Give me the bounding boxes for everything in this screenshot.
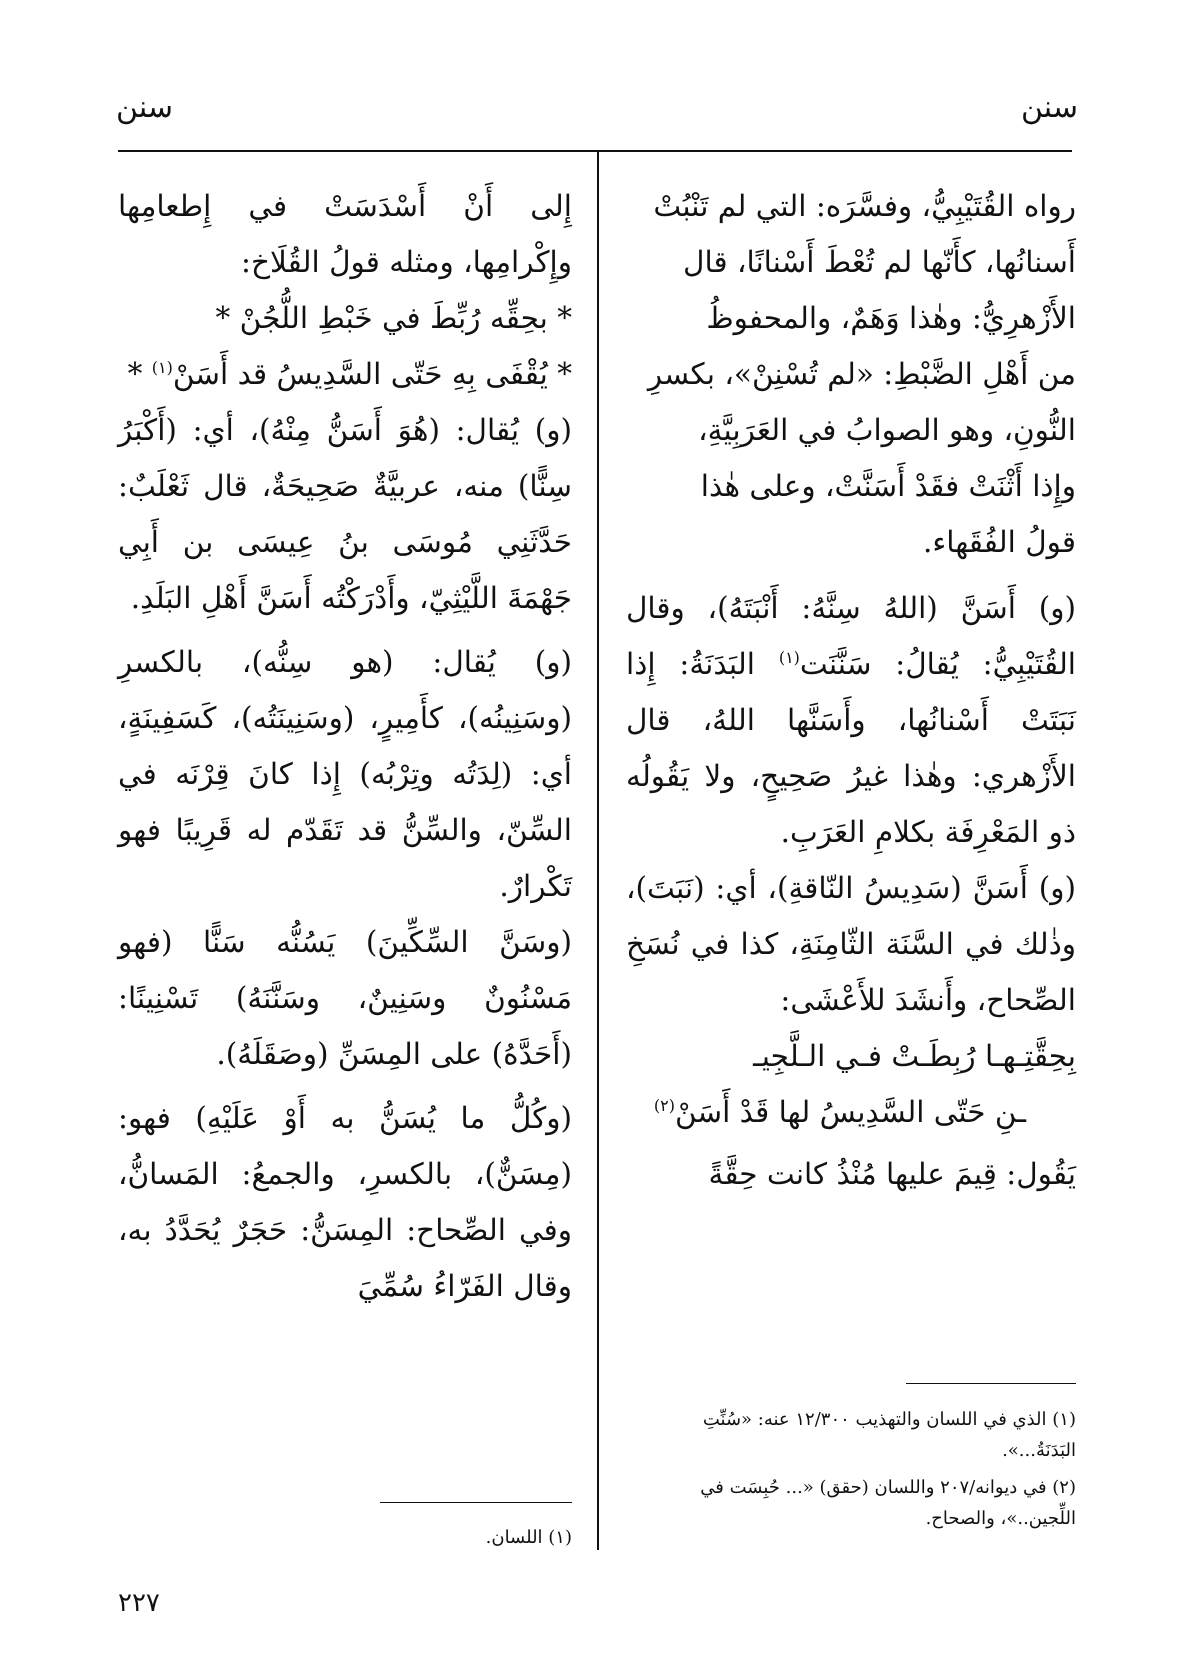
left-para-2: (و) يُقال: (هُوَ أَسَنُّ مِنْهُ)، أي: (أَكْبَرُ سِنًّا) منه، عربيَّةٌ صَحِيحَةٌ، قال ثَعْلَبٌ: حَدَّثَنِي مُوسَى بنُ عِيسَى بن أَبِي جَهْمَةَ اللَّيْثِيّ، وأَدْرَكْتُه أَسَنَّ أَهْلِ البَلَدِ.	[118, 413, 572, 615]
left-column	[118, 178, 572, 1314]
right-column	[626, 178, 1076, 1202]
footnote-rule-left	[380, 1502, 572, 1503]
right-para-1-line: رواه القُتَيْبِيُّ، وفسَّرَه: التي لم تَنْبُتْ	[653, 189, 1076, 223]
left-verse-2	[118, 346, 572, 402]
right-para-1-line: أَسنانُها، كأَنّها لم تُعْطَ أَسْنانًا، قال	[683, 245, 1076, 279]
footnote-ref-left-1: (١)	[151, 358, 173, 378]
left-verse-2-start: * يُقْفَى بِهِ حَتّى السَّدِيسُ قد أَسَنْ	[172, 357, 572, 391]
footnote-item: (١) الذي في اللسان والتهذيب ١٢/٣٠٠ عنه: «سُنِّتِ البَدَنَةُ...».	[702, 1409, 1076, 1461]
footnotes-left	[118, 1522, 572, 1559]
left-verse-2-end: *	[127, 357, 152, 391]
right-verse-1: بِحِقَّتِـهـا رُبِطَـتْ فـي الـلَّجِيـ	[753, 1039, 1076, 1073]
right-verse-2	[626, 1084, 1076, 1140]
right-para-2-end: البَدَنَةُ: إِذا نَبَتَتْ أَسْنانُها، وأَسَنَّها اللهُ، قال الأَزْهري: وهٰذا غيرُ صَحِيحٍ، ولا يَقُولُه ذو المَعْرِفَة بكلامِ العَرَبِ.	[626, 647, 1076, 849]
left-para-5: (وكُلُّ ما يُسَنُّ به أَوْ عَلَيْهِ) فهو: (مِسَنٌّ)، بالكسرِ، والجمعُ: المَسانُّ، وفي الصِّحاح: المِسَنُّ: حَجَرٌ يُحَدَّدُ به، وقال الفَرّاءُ سُمِّيَ	[118, 1101, 572, 1303]
left-para-1: إِلى أَنْ أَسْدَسَتْ في إِطعامِها وإِكْرامِها، ومثله قولُ القُلَاخ:	[118, 189, 572, 279]
left-verse-1: * بحِقِّه رُبِّطَ في خَبْطِ اللُّجُنْ *	[215, 301, 572, 335]
right-para-1-line: النُّونِ، وهو الصوابُ في العَرَبِيَّةِ،	[698, 413, 1076, 447]
right-para-1	[626, 178, 1076, 570]
right-verse-2-text: ـنِ حَتّى السَّدِيسُ لها قَدْ أَسَنْ	[674, 1095, 1026, 1129]
footnote-ref-2: (٢)	[653, 1096, 675, 1116]
footnotes-right	[626, 1404, 1076, 1540]
running-header-right: سنن	[1020, 90, 1078, 125]
right-para-1-line: قولُ الفُقَهاء.	[922, 525, 1076, 559]
page-number: ٢٢٧	[118, 1588, 160, 1618]
right-para-3: (و) أَسَنَّ (سَدِيسُ النّاقةِ)، أي: (نَبَتَ)، وذٰلك في السَّنَة الثّامِنَةِ، كذا في نُسَخِ الصِّحاح، وأَنشَدَ للأَعْشَى:	[626, 871, 1076, 1017]
left-para-4: (وسَنَّ السِّكِّينَ) يَسُنُّه سَنًّا (فهو مَسْنُونٌ وسَنِينٌ، وسَنَّنَهُ) تَسْنِينًا: (أَحَدَّهُ) على المِسَنِّ (وصَقَلَهُ).	[118, 925, 572, 1071]
right-para-2	[626, 580, 1076, 860]
footnote-item: (١) اللسان.	[485, 1527, 572, 1548]
footnote-ref-1: (١)	[778, 648, 800, 668]
running-header-left: سنن	[116, 90, 174, 125]
left-para-3: (و) يُقال: (هو سِنُّه)، بالكسرِ (وسَنِينُه)، كأَمِيرٍ، (وسَنِينَتُه)، كَسَفِينَةٍ، أي: (لِدَتُه وتِرْبُه) إِذا كانَ قِرْنَه في السِّنّ، والسِّنُّ قد تَقَدّم له قَرِيبًا فهو تَكْرارٌ.	[118, 645, 572, 903]
right-para-1-line: من أَهْلِ الضَّبْطِ: «لم تُسْنِنْ»، بكسرِ	[647, 357, 1076, 391]
footnote-rule-right	[906, 1383, 1076, 1384]
right-para-2-start: (و) أَسَنَّ (اللهُ سِنَّهُ: أَنْبَتَهُ)، وقال القُتَيْبِيُّ: يُقالُ: سَنَّنَت	[626, 591, 1076, 681]
right-para-1-line: وإِذا أَثْنَتْ فقَدْ أَسَنَّتْ، وعلى هٰذا	[700, 469, 1076, 503]
right-para-1-line: الأَزْهرِيُّ: وهٰذا وَهَمٌ، والمحفوظُ	[706, 301, 1076, 335]
column-divider	[597, 152, 599, 1550]
right-last-line: يَقُول: قِيمَ عليها مُنْذُ كانت حِقَّةً	[708, 1157, 1076, 1191]
header-rule	[118, 150, 1072, 152]
footnote-item: (٢) في ديوانه/٢٠٧ واللسان (حقق) «... حُبِسَت في اللِّجين..»، والصحاح.	[700, 1477, 1076, 1529]
